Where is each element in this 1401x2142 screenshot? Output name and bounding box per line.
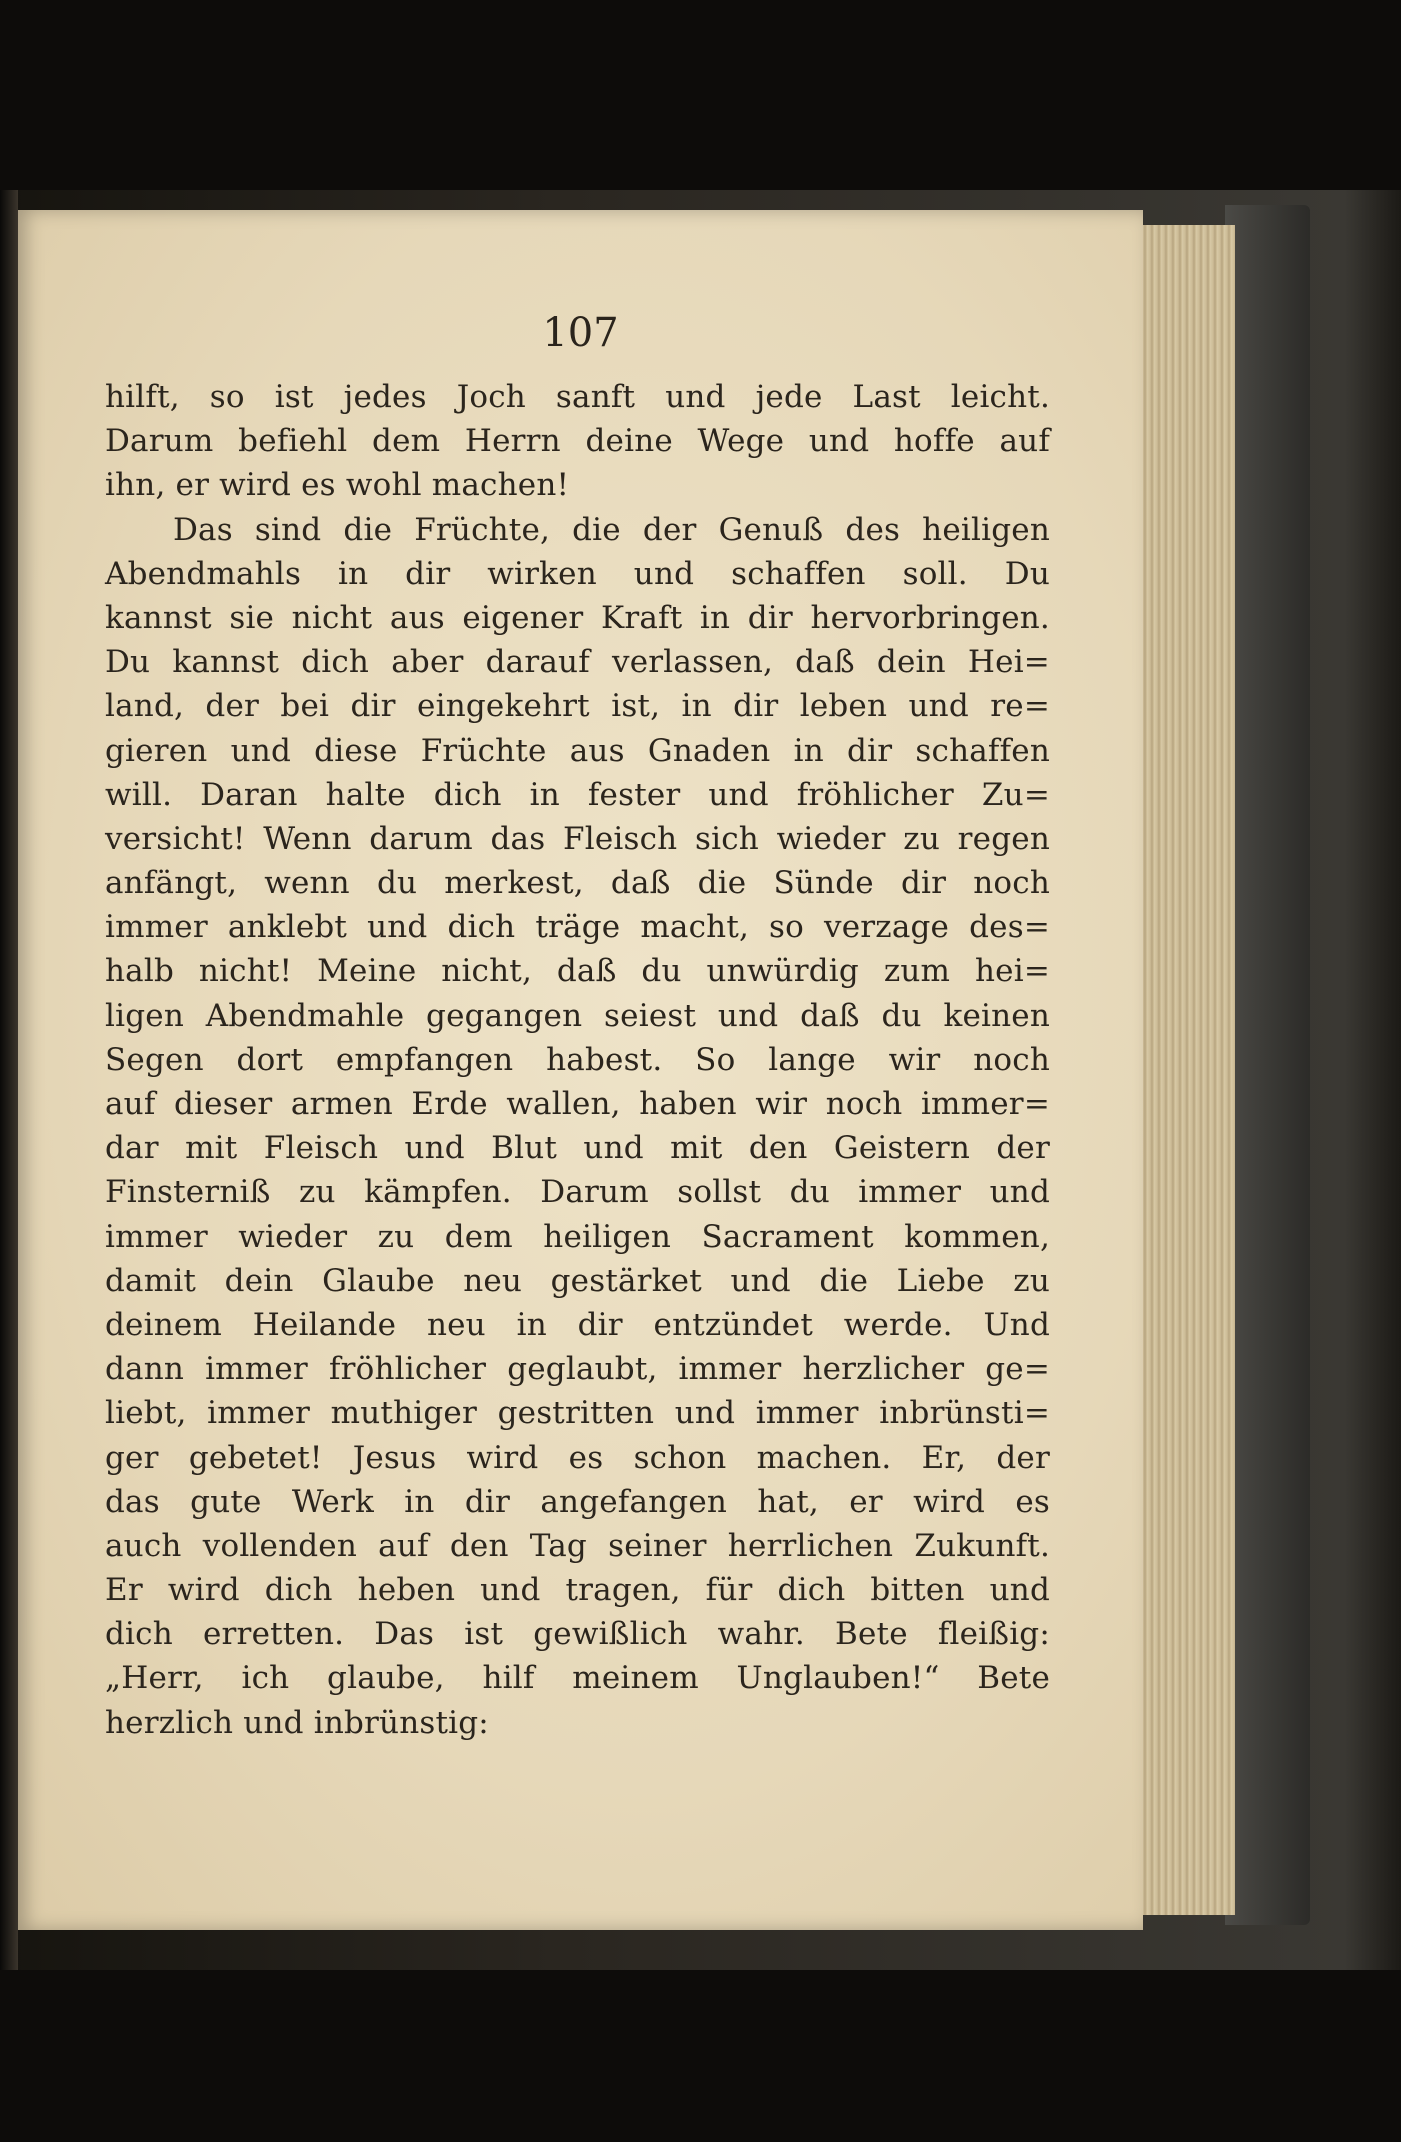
text-line: Segen dort empfangen habest. So lange wir noch (105, 1041, 1050, 1078)
text-line: ger gebetet! Jesus wird es schon machen. Er, der (105, 1439, 1050, 1476)
text-line: damit dein Glaube neu gestärket und die Liebe zu (105, 1262, 1050, 1299)
text-line: auf dieser armen Erde wallen, haben wir noch immer= (105, 1086, 1050, 1122)
page-number: 107 (542, 310, 619, 356)
text-line: Das sind die Früchte, die der Genuß des heiligen (173, 511, 1050, 548)
text-line: immer wieder zu dem heiligen Sacrament kommen, (105, 1218, 1050, 1255)
text-line: auch vollenden auf den Tag seiner herrlichen Zukunft. (105, 1527, 1050, 1564)
text-line: ligen Abendmahle gegangen seiest und daß du keinen (105, 997, 1050, 1034)
text-line: kannst sie nicht aus eigener Kraft in dir hervorbringen. (105, 599, 1050, 636)
text-line: Finsterniß zu kämpfen. Darum sollst du immer und (105, 1174, 1050, 1211)
text-line: dich erretten. Das ist gewißlich wahr. Bete fleißig: (105, 1616, 1050, 1653)
book-page (18, 210, 1143, 1930)
text-block (105, 375, 1050, 1745)
text-line: dann immer fröhlicher geglaubt, immer herzlicher ge= (105, 1351, 1050, 1388)
text-line: immer anklebt und dich träge macht, so verzage des= (105, 909, 1050, 946)
text-line: anfängt, wenn du merkest, daß die Sünde dir noch (105, 865, 1050, 902)
text-line: Abendmahls in dir wirken und schaffen soll. Du (105, 555, 1050, 592)
text-line: „Herr, ich glaube, hilf meinem Unglauben!“ Bete (105, 1660, 1050, 1697)
text-line: Darum befiehl dem Herrn deine Wege und hoffe auf (105, 423, 1050, 460)
text-line: dar mit Fleisch und Blut und mit den Geistern der (105, 1130, 1050, 1167)
text-line: Du kannst dich aber darauf verlassen, daß dein Hei= (105, 644, 1050, 681)
text-line: herzlich und inbrünstig: (105, 1704, 489, 1741)
text-line: will. Daran halte dich in fester und fröhlicher Zu= (105, 776, 1050, 813)
text-line: deinem Heilande neu in dir entzündet werde. Und (105, 1306, 1050, 1343)
text-line: versicht! Wenn darum das Fleisch sich wieder zu regen (105, 820, 1050, 857)
text-line: das gute Werk in dir angefangen hat, er wird es (105, 1483, 1050, 1520)
text-line: halb nicht! Meine nicht, daß du unwürdig zum hei= (105, 953, 1050, 990)
text-line: hilft, so ist jedes Joch sanft und jede Last leicht. (105, 379, 1050, 415)
text-line: gieren und diese Früchte aus Gnaden in dir schaffen (105, 732, 1050, 769)
text-line: land, der bei dir eingekehrt ist, in dir leben und re= (105, 688, 1050, 725)
page-edges (1140, 225, 1235, 1915)
book-cover-edge (1225, 205, 1310, 1925)
text-line: Er wird dich heben und tragen, für dich bitten und (105, 1572, 1050, 1609)
book-spine (0, 190, 18, 1970)
text-line: ihn, er wird es wohl machen! (105, 467, 570, 504)
text-line: liebt, immer muthiger gestritten und immer inbrünsti= (105, 1395, 1050, 1432)
